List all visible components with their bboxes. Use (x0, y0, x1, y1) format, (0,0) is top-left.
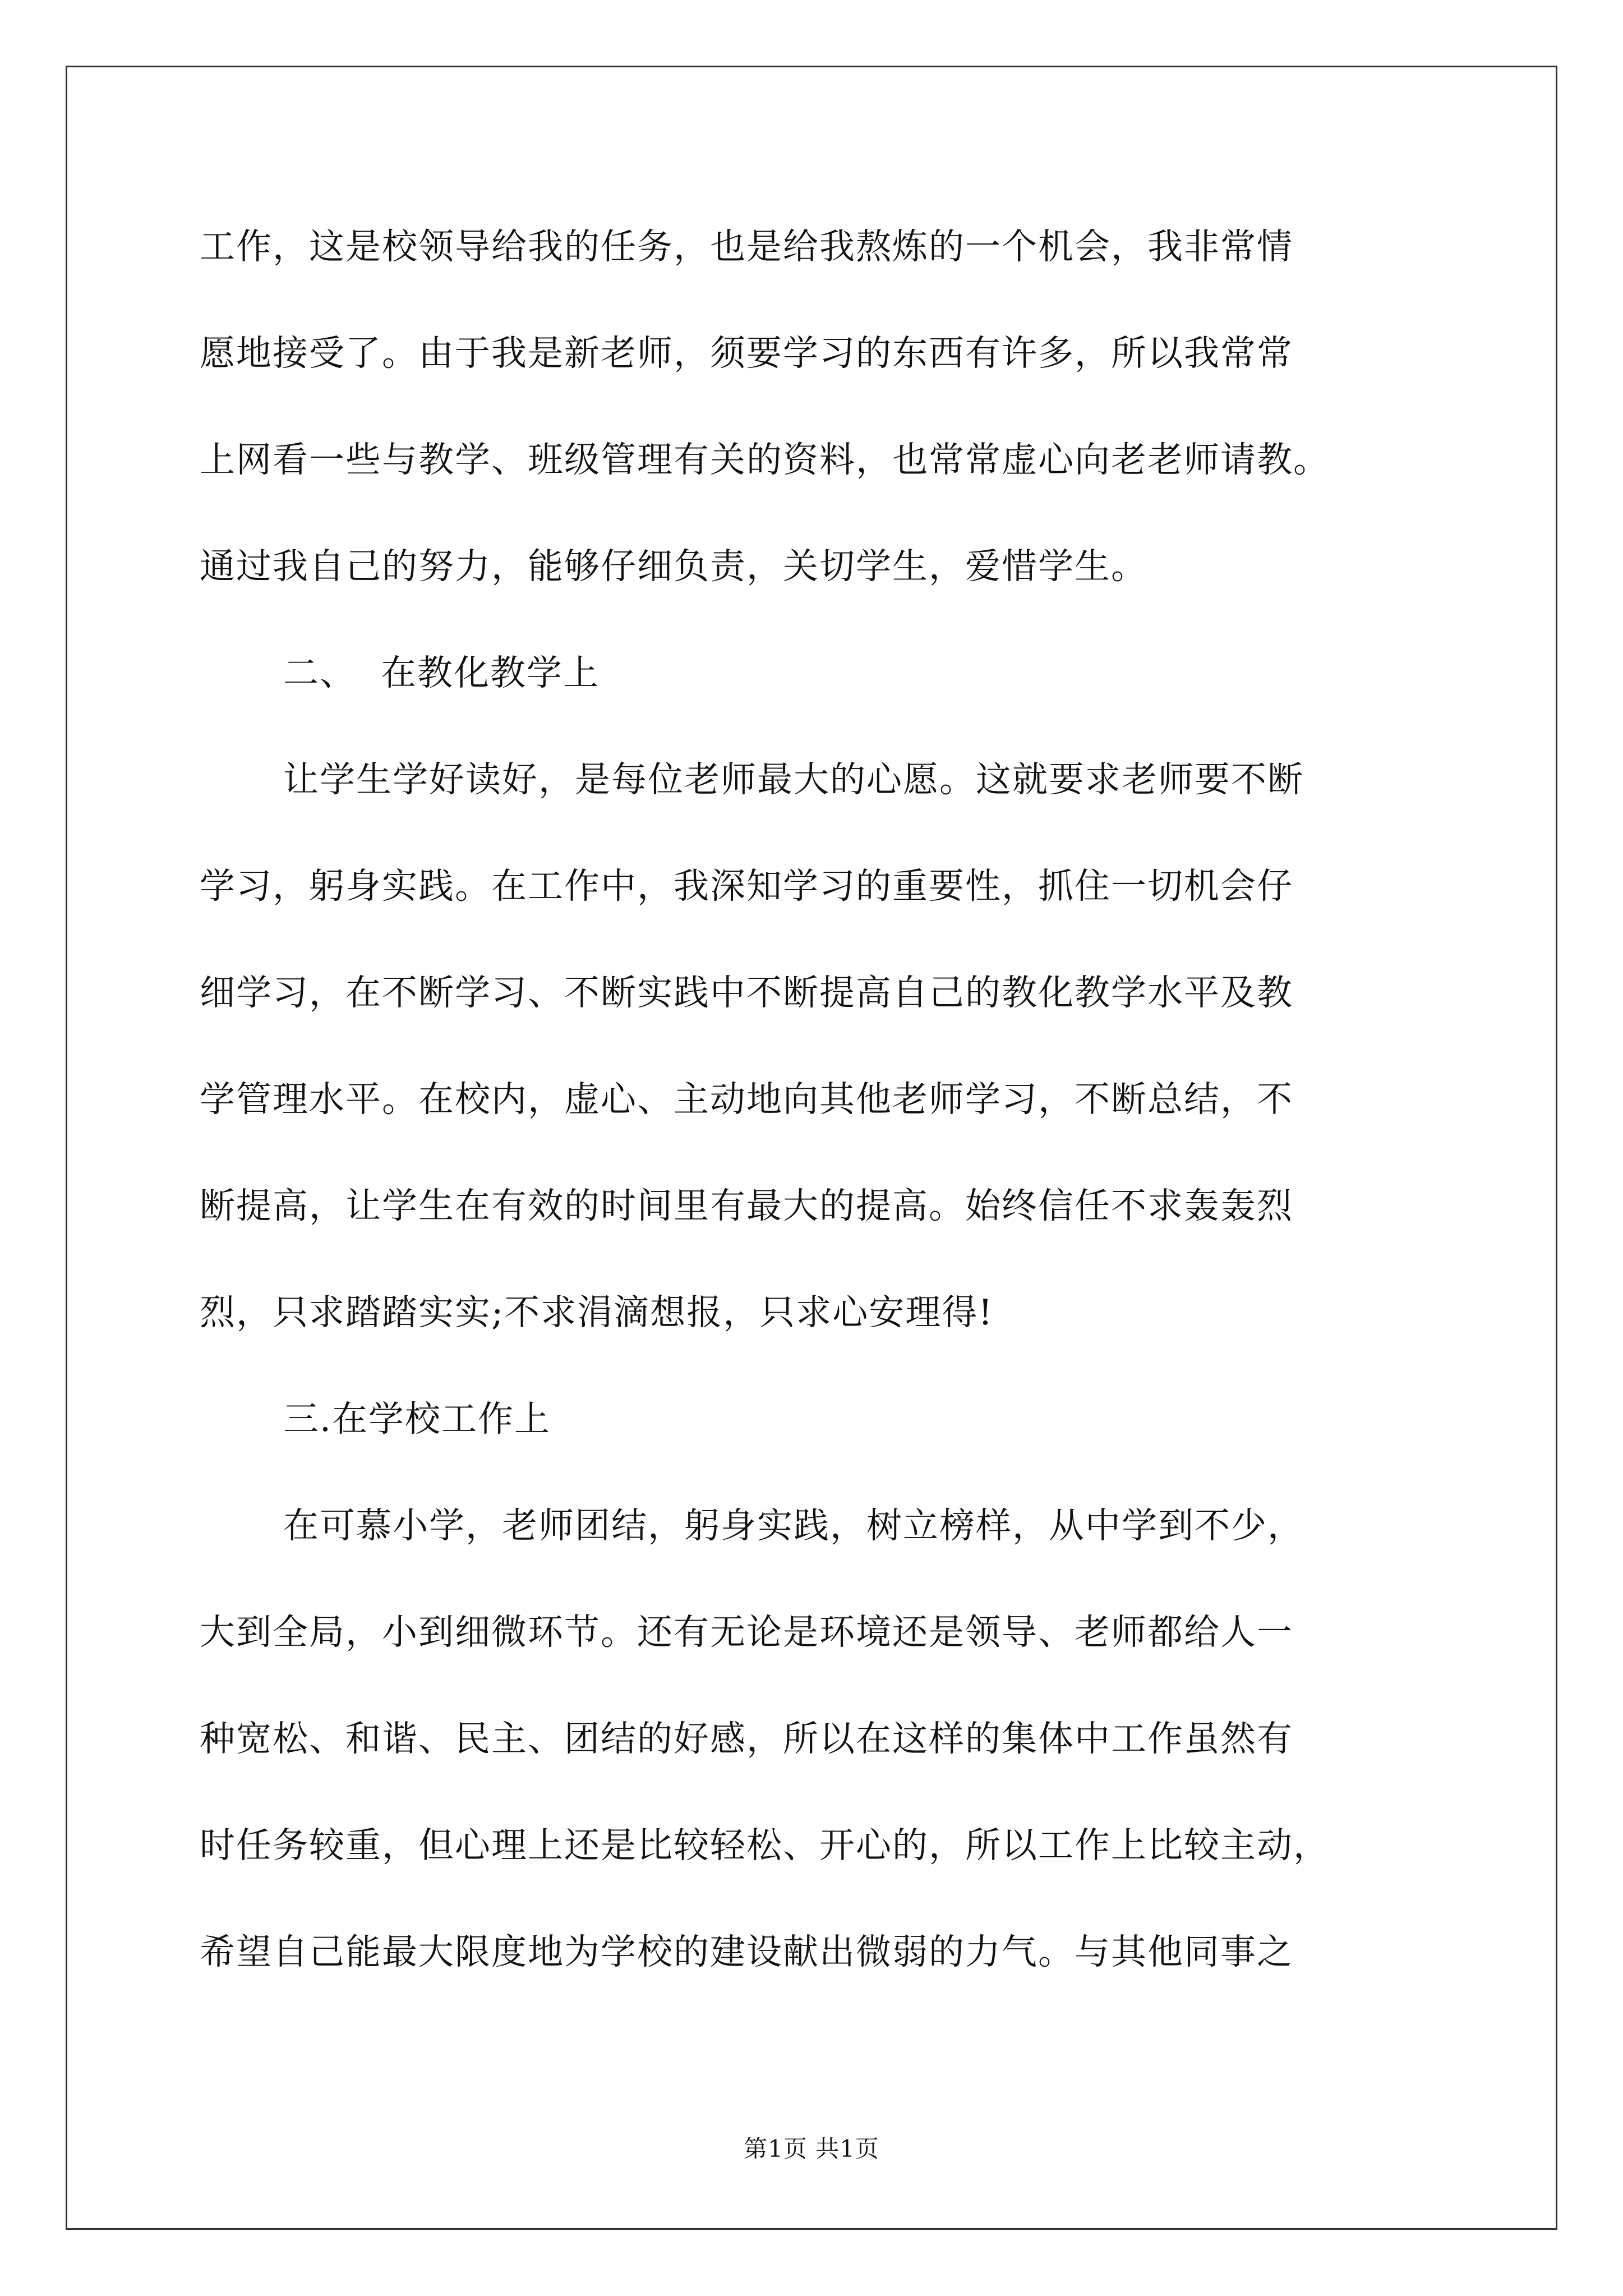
body-line-1: 工作，这是校领导给我的任务，也是给我熬炼的一个机会，我非常情 (200, 226, 1293, 267)
body-line-10: 断提高，让学生在有效的时间里有最大的提高。始终信任不求轰轰烈 (200, 1185, 1293, 1226)
body-line-6: 让学生学好读好，是每位老师最大的心愿。这就要求老师要不断 (283, 759, 1304, 800)
body-line-11: 烈，只求踏踏实实;不求涓滴想报，只求心安理得! (200, 1292, 994, 1333)
body-line-15: 种宽松、和谐、民主、团结的好感，所以在这样的集体中工作虽然有 (200, 1718, 1293, 1759)
body-line-3: 上网看一些与教学、班级管理有关的资料，也常常虚心向老老师请教。 (200, 439, 1330, 480)
section-heading-2: 二、 在教化教学上 (283, 652, 600, 693)
body-line-7: 学习，躬身实践。在工作中，我深知学习的重要性，抓住一切机会仔 (200, 866, 1293, 907)
body-line-2: 愿地接受了。由于我是新老师，须要学习的东西有许多，所以我常常 (200, 333, 1293, 374)
body-line-16: 时任务较重，但心理上还是比较轻松、开心的，所以工作上比较主动， (200, 1825, 1330, 1866)
page-number-footer: 第1页 共1页 (744, 2135, 879, 2162)
section-heading-3: 三.在学校工作上 (283, 1398, 551, 1439)
body-line-4: 通过我自己的努力，能够仔细负责，关切学生，爱惜学生。 (200, 546, 1147, 587)
body-line-9: 学管理水平。在校内，虚心、主动地向其他老师学习，不断总结，不 (200, 1079, 1293, 1120)
body-line-17: 希望自己能最大限度地为学校的建设献出微弱的力气。与其他同事之 (200, 1931, 1293, 1972)
body-line-14: 大到全局，小到细微环节。还有无论是环境还是领导、老师都给人一 (200, 1612, 1293, 1653)
page-border (66, 66, 1557, 2230)
body-line-13: 在可慕小学，老师团结，躬身实践，树立榜样，从中学到不少， (283, 1505, 1304, 1546)
body-line-8: 细学习，在不断学习、不断实践中不断提高自己的教化教学水平及教 (200, 972, 1293, 1013)
